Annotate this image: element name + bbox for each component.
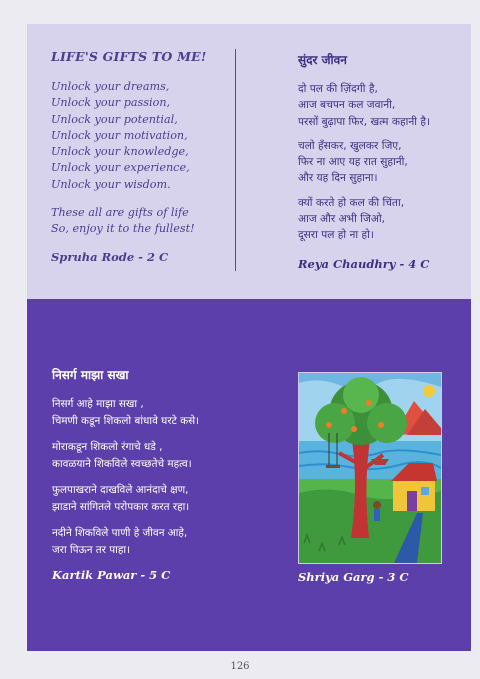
poem-title: सुंदर जीवन [298,53,347,67]
poem-line: परसों बुढ़ापा फिर, खत्म कहानी है। [298,115,430,128]
page-number: 126 [230,661,250,672]
poem-author: Spruha Rode - 2 C [51,249,169,264]
column-divider [235,49,236,271]
artwork-caption: Shriya Garg - 3 C [298,570,409,584]
poem-line: और यह दिन सुहाना। [298,172,378,185]
poem-line: Unlock your experience, [51,161,190,175]
poem-author: Reya Chaudhry - 4 C [298,256,430,271]
poem-line: दो पल की ज़िंदगी है, [298,83,378,95]
poem-lifes-gifts [51,49,226,264]
poem-line: Unlock your wisdom. [51,177,171,191]
poem-line: Unlock your motivation, [51,128,188,142]
poem-line: Unlock your potential, [51,112,178,126]
poem-line: निसर्ग आहे माझा सखा , [52,398,144,410]
poem-line: दूसरा पल हो ना हो। [298,229,374,242]
poem-title: LIFE'S GIFTS TO ME! [51,49,207,64]
poem-sundar-jeevan [298,51,468,271]
poem-line: मोराकडून शिकलो रंगाचे धडे , [52,441,163,453]
poem-line: नदीने शिकविले पाणी हे जीवन आहे, [52,527,188,539]
poem-line: कावळयाने शिकविले स्वच्छतेचे महत्व। [52,457,192,470]
poem-title: निसर्ग माझा सखा [52,368,129,382]
poem-line: झाडाने सांगितले परोपकार करत रहा। [52,500,190,513]
poem-line: So, enjoy it to the fullest! [51,222,195,236]
poem-line: Unlock your passion, [51,96,171,110]
poem-line: आज और अभी जिओ, [298,213,386,226]
poem-line: Unlock your knowledge, [51,145,189,159]
poem-author: Kartik Pawar - 5 C [52,568,171,582]
poem-line: क्यों करते हो कल की चिंता, [298,196,405,209]
poem-nisarg-majha-sakha [52,366,282,582]
poem-line: चलो हँसकर, खुलकर जिए, [298,139,402,152]
poem-line: जरा पिऊन तर पाहा। [52,543,130,556]
poem-line: चिमणी कडून शिकलो बांधावे घरटे कसे। [52,414,200,427]
child-artwork-tree-house [298,372,442,564]
poem-line: फुलपाखराने दाखविले आनंदाचे क्षण, [52,484,189,496]
poem-line: Unlock your dreams, [51,80,170,93]
poem-line: आज बचपन कल जवानी, [298,99,396,112]
poem-line: These all are gifts of life [51,206,189,220]
poem-line: फिर ना आए यह रात सुहानी, [298,156,408,169]
